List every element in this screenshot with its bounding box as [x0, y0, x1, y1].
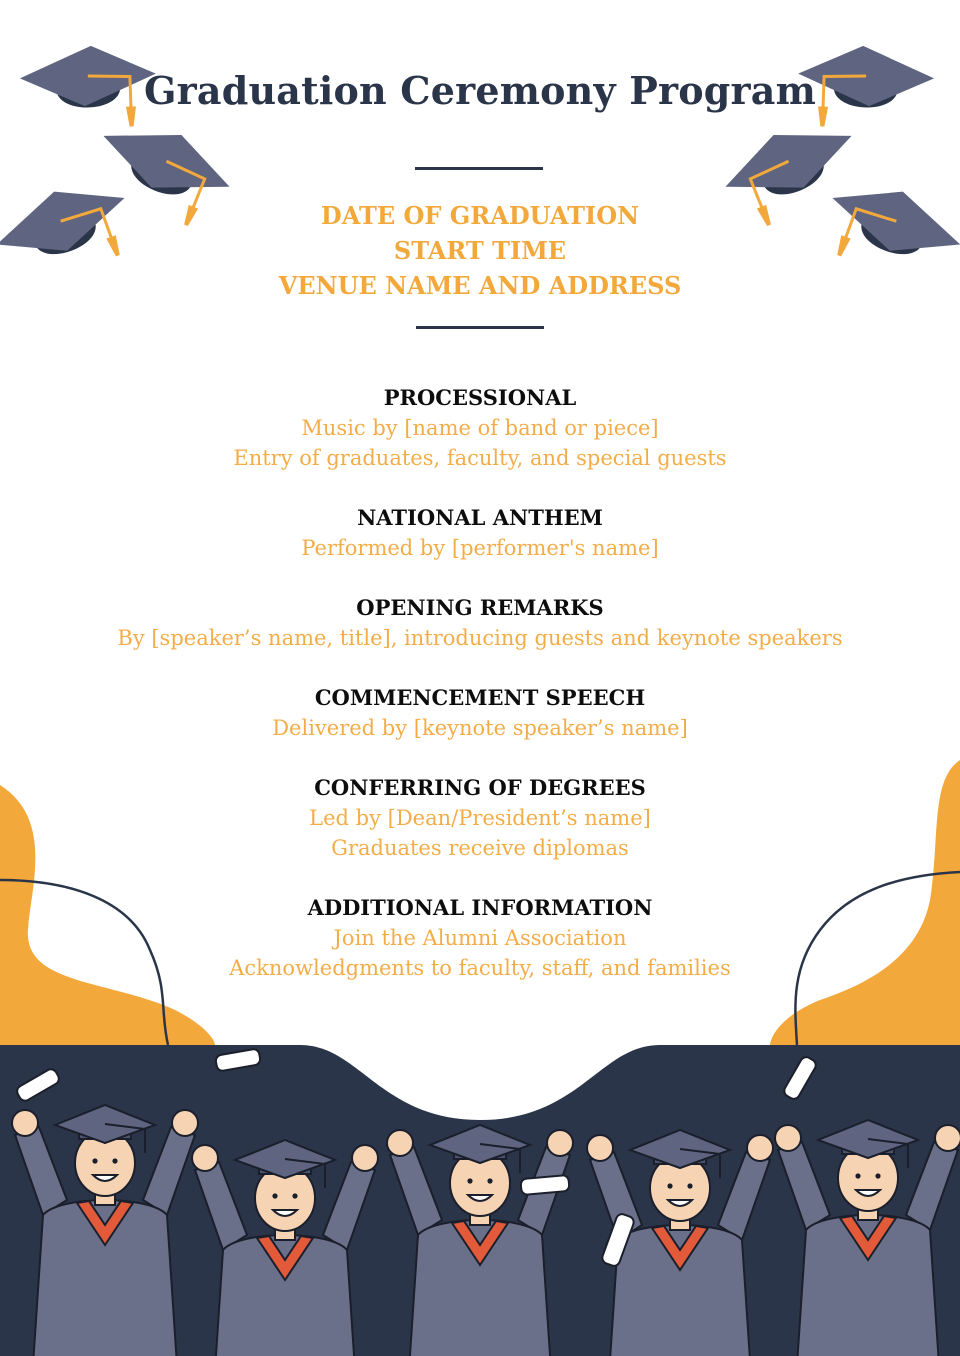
- diploma-icon: [520, 1175, 569, 1195]
- diploma-icon: [782, 1055, 818, 1101]
- section-line: By [speaker’s name, title], introducing guests and keynote speakers: [117, 626, 843, 650]
- event-date: DATE OF GRADUATION: [320, 201, 640, 230]
- student-figure: [387, 1125, 573, 1356]
- student-figure: [192, 1140, 378, 1356]
- section-line: Graduates receive diplomas: [331, 836, 629, 860]
- section-line: Entry of graduates, faculty, and special guests: [233, 446, 727, 470]
- student-figure: [12, 1105, 198, 1356]
- student-figure: [775, 1120, 960, 1356]
- section-line: Performed by [performer's name]: [301, 536, 659, 560]
- section-heading: ADDITIONAL INFORMATION: [307, 895, 653, 920]
- section-heading: OPENING REMARKS: [356, 595, 604, 620]
- section-heading: PROCESSIONAL: [383, 385, 577, 410]
- page-title: Graduation Ceremony Program: [144, 68, 816, 113]
- section-heading: CONFERRING OF DEGREES: [314, 775, 646, 800]
- event-start-time: START TIME: [393, 236, 567, 265]
- section-line: Join the Alumni Association: [333, 926, 627, 950]
- section-line: Music by [name of band or piece]: [301, 416, 659, 440]
- section-line: Led by [Dean/President’s name]: [309, 806, 651, 830]
- section-line: Delivered by [keynote speaker’s name]: [272, 716, 688, 740]
- event-venue: VENUE NAME AND ADDRESS: [278, 271, 682, 300]
- section-line: Acknowledgments to faculty, staff, and families: [229, 956, 731, 980]
- diploma-icon: [215, 1048, 261, 1071]
- diploma-icon: [15, 1067, 61, 1103]
- section-heading: COMMENCEMENT SPEECH: [314, 685, 646, 710]
- section-heading: NATIONAL ANTHEM: [357, 505, 603, 530]
